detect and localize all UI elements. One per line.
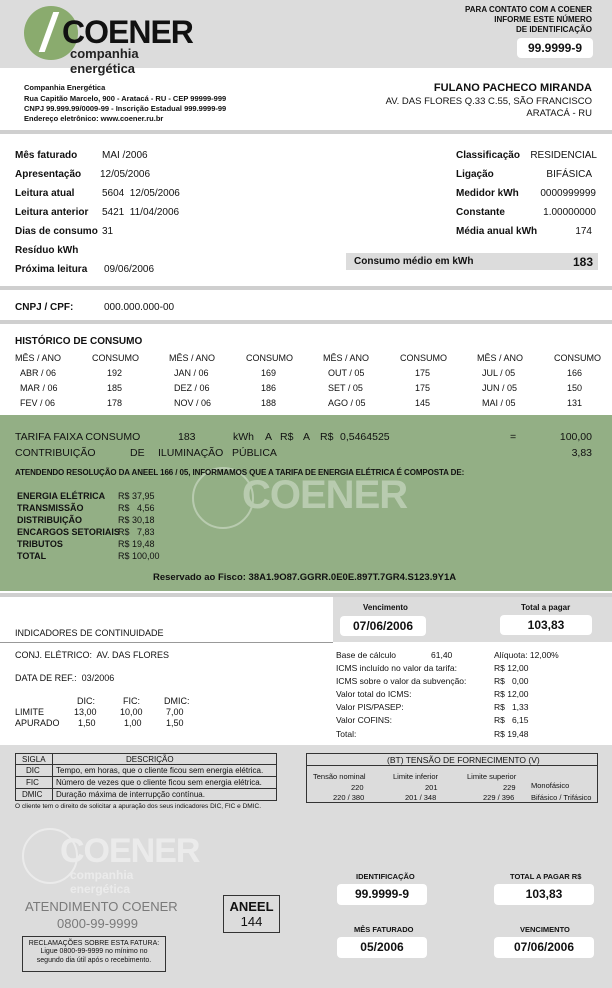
col-consumo-header: CONSUMO	[246, 353, 293, 363]
aneel-number: 144	[240, 914, 263, 929]
fic-header: FIC:	[123, 696, 140, 706]
tariff-rs: R$	[280, 431, 294, 443]
history-month: ABR / 06	[20, 368, 57, 378]
tensao-value: 220	[351, 783, 364, 792]
dmic-header: DMIC:	[164, 696, 190, 706]
history-month: JAN / 06	[174, 368, 209, 378]
history-value: 145	[415, 398, 431, 408]
constante-label: Constante	[456, 207, 505, 218]
sigla-desc: Número de vezes que o cliente ficou sem energia elétrica.	[56, 778, 262, 787]
composition-label: ENCARGOS SETORIAIS	[17, 527, 120, 537]
tariff-kwh-value: 183	[178, 431, 196, 443]
history-value: 185	[107, 383, 123, 393]
residuo-label: Resíduo kWh	[15, 245, 79, 256]
apresentacao-value: 12/05/2006	[100, 169, 151, 180]
composition-label: TRANSMISSÃO	[17, 503, 84, 513]
tax-value: R$ 19,48	[494, 729, 529, 739]
footer-mes-label: MÊS FATURADO	[354, 925, 414, 934]
history-value: 175	[415, 368, 431, 378]
constante-value: 1.00000000	[543, 207, 596, 218]
history-value: 131	[567, 398, 583, 408]
composition-label: TOTAL	[17, 551, 47, 561]
composition-label: ENERGIA ELÉTRICA	[17, 491, 106, 501]
tariff-a: A	[303, 431, 311, 443]
leitura-atual-label: Leitura atual	[15, 188, 75, 199]
reclamacoes-text: Ligue 0800-99-9999 no mínimo no segundo dia útil após o recebimento.	[36, 948, 152, 964]
tensao-type: Monofásico	[531, 781, 570, 790]
divider	[0, 130, 612, 134]
tensao-value: 201	[425, 783, 438, 792]
tariff-a: A	[265, 431, 273, 443]
header-id-number: 99.9999-9	[517, 38, 593, 58]
leitura-atual-value: 5604 12/05/2006	[102, 188, 180, 199]
watermark-logo: COENER	[192, 467, 432, 537]
tensao-value: 220 / 380	[333, 793, 365, 802]
continuity-title: INDICADORES DE CONTINUIDADE	[15, 628, 164, 638]
tensao-value: 201 / 348	[405, 793, 437, 802]
aneel-label: ANEEL	[229, 899, 274, 914]
company-email: Endereço eletrônico: www.coener.ru.br	[24, 114, 164, 123]
tariff-rs: R$	[320, 431, 334, 443]
ligacao-label: Ligação	[456, 169, 494, 180]
contact-line-3: DE IDENTIFICAÇÃO	[516, 25, 592, 34]
contrib-publica: PÚBLICA	[232, 447, 277, 459]
contrib-iluminacao: ILUMINAÇÃO	[158, 447, 224, 459]
tariff-unit: kWh	[233, 431, 254, 443]
aneel-box	[223, 895, 280, 933]
total-pagar-value: 103,83	[500, 615, 592, 635]
tensao-table	[306, 753, 598, 803]
tensao-title: (BT) TENSÃO DE FORNECIMENTO (V)	[387, 755, 540, 765]
footer-id-label: IDENTIFICAÇÃO	[356, 872, 415, 881]
history-title: HISTÓRICO DE CONSUMO	[15, 336, 143, 347]
history-month: NOV / 06	[174, 398, 212, 408]
tensao-value: 229 / 396	[483, 793, 515, 802]
history-value: 186	[261, 383, 277, 393]
sigla-desc: Duração máxima de interrupção contínua.	[56, 790, 205, 799]
atendimento-title: ATENDIMENTO COENER	[25, 899, 178, 914]
composition-value: R$ 37,95	[118, 491, 155, 501]
leitura-anterior-value: 5421 11/04/2006	[102, 207, 180, 218]
mes-faturado-label: Mês faturado	[15, 150, 78, 161]
history-table	[15, 353, 601, 413]
composition-value: R$ 30,18	[118, 515, 155, 525]
leitura-anterior-label: Leitura anterior	[15, 207, 89, 218]
tax-label: ICMS sobre o valor da subvenção:	[336, 676, 467, 686]
composition-value: R$ 4,56	[118, 503, 155, 513]
sigla-desc: Tempo, em horas, que o cliente ficou sem energia elétrica.	[56, 766, 264, 775]
vencimento-label: Vencimento	[363, 603, 408, 612]
history-value: 192	[107, 368, 123, 378]
history-month: MAR / 06	[20, 383, 58, 393]
col-mes-header: MÊS / ANO	[477, 353, 524, 363]
dias-consumo-label: Dias de consumo	[15, 226, 98, 237]
history-month: MAI / 05	[482, 398, 516, 408]
col-consumo-header: CONSUMO	[554, 353, 601, 363]
tax-value: R$ 12,00	[494, 689, 529, 699]
apurado-fic: 1,00	[124, 718, 142, 728]
medidor-label: Medidor kWh	[456, 188, 519, 199]
contact-line-1: PARA CONTATO COM A COENER	[465, 5, 592, 14]
limite-dic: 13,00	[74, 707, 97, 717]
col-mes-header: MÊS / ANO	[15, 353, 62, 363]
footer-total-value: 103,83	[494, 884, 594, 905]
tax-base: 61,40	[431, 650, 453, 660]
ligacao-value: BIFÁSICA	[546, 169, 592, 180]
tax-value: Alíquota: 12,00%	[494, 650, 559, 660]
col-mes-header: MÊS / ANO	[323, 353, 370, 363]
composition-value: R$ 100,00	[118, 551, 160, 561]
tax-label: ICMS incluído no valor da tarifa:	[336, 663, 457, 673]
reclamacoes-box	[22, 936, 166, 972]
footer-total-label: TOTAL A PAGAR R$	[510, 872, 582, 881]
data-ref: DATA DE REF.: 03/2006	[15, 673, 115, 683]
apurado-dic: 1,50	[78, 718, 96, 728]
history-value: 150	[567, 383, 583, 393]
composition-value: R$ 7,83	[118, 527, 155, 537]
col-mes-header: MÊS / ANO	[169, 353, 216, 363]
fisco-line: Reservado ao Fisco: 38A1.9O87.GGRR.0E0E.897T.7GR4.S123.9Y1A	[153, 572, 457, 583]
apresentacao-label: Apresentação	[15, 169, 82, 180]
contrib-de: DE	[130, 447, 145, 459]
tax-value: R$ 12,00	[494, 663, 529, 673]
tensao-value: 229	[503, 783, 516, 792]
proxima-leitura-label: Próxima leitura	[15, 264, 88, 275]
tax-label: Valor COFINS:	[336, 715, 393, 725]
contrib-value: 3,83	[571, 447, 592, 459]
history-value: 166	[567, 368, 583, 378]
conj-eletrico: CONJ. ELÉTRICO: AV. DAS FLORES	[15, 650, 170, 660]
history-value: 169	[261, 368, 277, 378]
company-address: Rua Capitão Marcelo, 900 - Aratacá - RU - CEP 99999-999	[24, 94, 227, 103]
history-month: SET / 05	[328, 383, 363, 393]
consumo-medio-value: 183	[572, 255, 593, 269]
tensao-nominal-header: Tensão nominal	[313, 772, 366, 781]
history-month: JUN / 05	[482, 383, 518, 393]
history-value: 188	[261, 398, 277, 408]
brand-name: COENER	[62, 14, 193, 50]
history-month: AGO / 05	[328, 398, 366, 408]
cnpj-cpf-value: 000.000.000-00	[104, 302, 175, 313]
dias-consumo-value: 31	[102, 226, 114, 237]
customer-name: FULANO PACHECO MIRANDA	[433, 82, 592, 94]
company-cnpj: CNPJ 99.999.99/0009-99 - Inscrição Estadual 999.9999-99	[24, 104, 227, 113]
descricao-header: DESCRIÇÃO	[126, 755, 174, 764]
composition-label: DISTRIBUIÇÃO	[17, 515, 82, 525]
total-pagar-label: Total a pagar	[521, 603, 571, 612]
tax-value: R$ 6,15	[494, 715, 529, 725]
proxima-leitura-value: 09/06/2006	[104, 264, 155, 275]
company-name: Companhia Energética	[24, 83, 106, 92]
tax-label: Valor PIS/PASEP:	[336, 702, 404, 712]
sigla-code: DMIC	[22, 790, 43, 799]
tax-label: Base de cálculo	[336, 650, 397, 660]
footer-venc-label: VENCIMENTO	[520, 925, 570, 934]
history-month: JUL / 05	[482, 368, 516, 378]
tariff-equals: =	[510, 431, 517, 443]
divider	[0, 320, 612, 324]
sigla-code: DIC	[26, 766, 40, 775]
mes-faturado-value: MAI /2006	[102, 150, 148, 161]
brand-subtitle: companhia energética	[70, 46, 139, 76]
tariff-panel	[0, 415, 612, 591]
tensao-type: Bifásico / Trifásico	[531, 793, 592, 802]
logo	[24, 6, 193, 76]
col-consumo-header: CONSUMO	[400, 353, 447, 363]
tax-label: Total:	[336, 729, 357, 739]
contact-line-2: INFORME ESTE NÚMERO	[494, 15, 592, 24]
sigla-table	[15, 753, 277, 801]
classificacao-label: Classificação	[456, 150, 520, 161]
contrib-label: CONTRIBUIÇÃO	[15, 447, 96, 459]
tariff-total: 100,00	[559, 431, 592, 443]
limite-label: LIMITE	[15, 707, 45, 717]
tax-value: R$ 1,33	[494, 702, 529, 712]
vencimento-value: 07/06/2006	[340, 616, 426, 636]
history-month: DEZ / 06	[174, 383, 210, 393]
medidor-value: 0000999999	[540, 188, 596, 199]
media-anual-label: Média anual kWh	[456, 226, 538, 237]
atendimento-phone[interactable]: 0800-99-9999	[57, 916, 138, 931]
consumo-medio-label: Consumo médio em kWh	[354, 256, 474, 267]
footer-id-value: 99.9999-9	[337, 884, 427, 905]
composition-value: R$ 19,48	[118, 539, 155, 549]
col-consumo-header: CONSUMO	[92, 353, 139, 363]
aneel-notice: ATENDENDO RESOLUÇÃO DA ANEEL 166 / 05, INFORMAMOS QUE A TARIFA DE ENERGIA ELÉTRICA É COMPOSTA DE:	[15, 468, 465, 477]
limite-inferior-header: Limite inferior	[393, 772, 439, 781]
sigla-note: O cliente tem o direito de solicitar a apuração dos seus indicadores DIC, FIC e DMIC.	[15, 803, 262, 810]
tariff-rate: 0,5464525	[340, 431, 390, 443]
history-value: 175	[415, 383, 431, 393]
apurado-dmic: 1,50	[166, 718, 184, 728]
footer-mes-value: 05/2006	[337, 937, 427, 958]
dic-header: DIC:	[77, 696, 95, 706]
tax-value: R$ 0,00	[494, 676, 529, 686]
apurado-label: APURADO	[15, 718, 60, 728]
footer-logo: COENER companhia energética	[22, 826, 172, 890]
continuity-underline	[0, 642, 333, 643]
customer-city: ARATACÁ - RU	[526, 108, 592, 119]
limite-dmic: 7,00	[166, 707, 184, 717]
history-month: OUT / 05	[328, 368, 365, 378]
divider	[0, 286, 612, 290]
cnpj-cpf-label: CNPJ / CPF:	[15, 302, 74, 313]
history-value: 178	[107, 398, 123, 408]
media-anual-value: 174	[575, 226, 592, 237]
sigla-header: SIGLA	[22, 755, 46, 764]
footer-venc-value: 07/06/2006	[494, 937, 594, 958]
classificacao-value: RESIDENCIAL	[530, 150, 597, 161]
limite-fic: 10,00	[120, 707, 143, 717]
tariff-label: TARIFA FAIXA CONSUMO	[15, 431, 141, 443]
composition-label: TRIBUTOS	[17, 539, 63, 549]
tax-label: Valor total do ICMS:	[336, 689, 412, 699]
sigla-code: FIC	[26, 778, 39, 787]
reclamacoes-title: RECLAMAÇÕES SOBRE ESTA FATURA:	[28, 940, 160, 947]
limite-superior-header: Limite superior	[467, 772, 517, 781]
customer-address: AV. DAS FLORES Q.33 C.55, SÃO FRANCISCO	[385, 96, 592, 107]
history-month: FEV / 06	[20, 398, 56, 408]
tax-list	[336, 650, 606, 742]
